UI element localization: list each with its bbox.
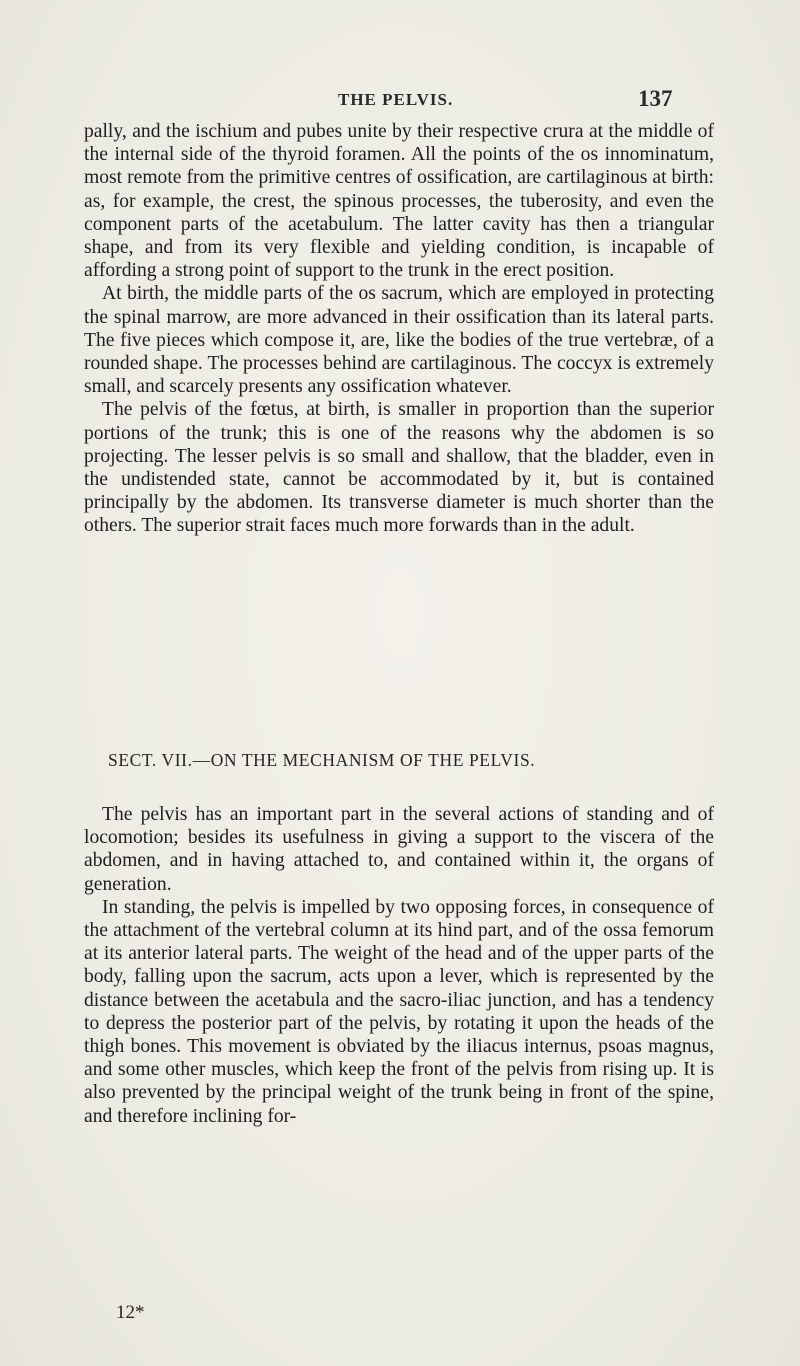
section-heading: SECT. VII.—ON THE MECHANISM OF THE PELVIS. bbox=[108, 750, 536, 770]
running-title: THE PELVIS. bbox=[338, 90, 454, 109]
signature-mark: 12* bbox=[116, 1302, 145, 1323]
page-number: 137 bbox=[638, 86, 673, 111]
paragraph: The pelvis of the fœtus, at birth, is smaller in proportion than the superior portions of the trunk; this is one of the reasons why the abdomen is so projecting. The lesser pelvis is so small and shallow, that the bladder, even in the undistended state, cannot be accommodated by it, but is contained principally by the abdomen. Its transverse diameter is much shorter than the others. The superior strait faces much more forwards than in the adult. bbox=[84, 399, 714, 537]
text-block-lower bbox=[84, 803, 714, 1128]
paragraph: pally, and the ischium and pubes unite by their respective crura at the middle of the internal side of the thyroid foramen. All the points of the os innominatum, most remote from the primitive centres of ossification, are cartilaginous at birth: as, for example, the crest, the spinous processes, the tuberosity, and even the component parts of the acetabulum. The latter cavity has then a triangular shape, and from its very flexible and yielding condition, is incapable of affording a strong point of support to the trunk in the erect position. bbox=[84, 121, 714, 282]
paragraph: At birth, the middle parts of the os sacrum, which are employed in protecting the spinal marrow, are more advanced in their ossification than its lateral parts. The five pieces which compose it, are, like the bodies of the true vertebræ, of a rounded shape. The processes behind are cartilaginous. The coccyx is extremely small, and scarcely presents any ossification whatever. bbox=[84, 283, 714, 398]
paragraph: The pelvis has an important part in the several actions of standing and of locomotion; besides its usefulness in giving a support to the viscera of the abdomen, and in having attached to, and contained within it, the organs of generation. bbox=[84, 804, 714, 895]
paragraph: In standing, the pelvis is impelled by two opposing forces, in consequence of the attachment of the vertebral column at its hind part, and of the ossa femorum at its anterior lateral parts. The weight of the head and of the upper parts of the body, falling upon the sacrum, acts upon a lever, which is represented by the distance between the acetabula and the sacro-iliac junction, and has a tendency to depress the posterior part of the pelvis, by rotating it upon the heads of the thigh bones. This movement is obviated by the iliacus internus, psoas magnus, and some other muscles, which keep the front of the pelvis from rising up. It is also prevented by the principal weight of the trunk being in front of the spine, and therefore inclining for- bbox=[84, 896, 714, 1127]
running-head bbox=[0, 86, 800, 116]
text-block-upper bbox=[84, 120, 714, 538]
